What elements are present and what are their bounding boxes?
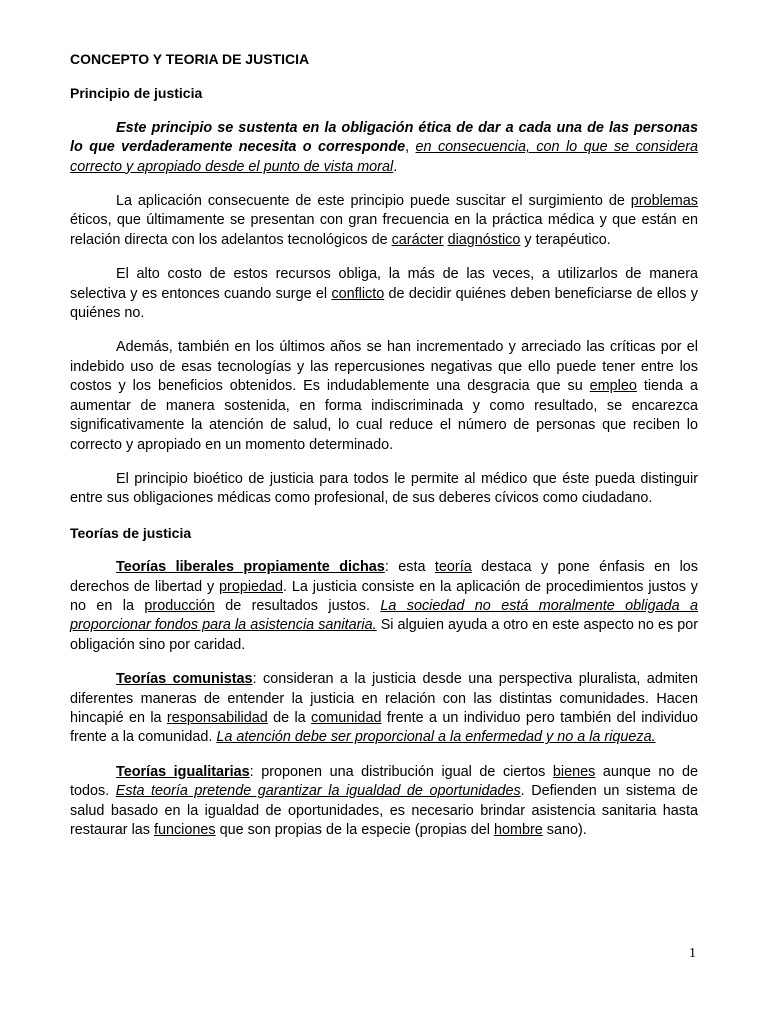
page-number: 1 bbox=[689, 946, 696, 961]
text: La aplicación consecuente de este principio puede suscitar el surgimiento de bbox=[116, 193, 631, 210]
text: Si alguien ayuda a otro en este aspecto no es por obligación sino por caridad. bbox=[70, 617, 698, 653]
document-title: CONCEPTO Y TEORIA DE JUSTICIA bbox=[70, 51, 310, 67]
paragraph-3 bbox=[70, 265, 698, 323]
text: que son propias de la especie (propias del bbox=[215, 822, 494, 838]
italic-underlined-text: La atención debe ser proporcional a la enfermedad y no a la riqueza. bbox=[216, 729, 656, 746]
paragraph-6 bbox=[70, 558, 698, 655]
text: . Defienden un sistema de salud basado en la igualdad de oportunidades, es necesario brindar asistencia sanitaria hasta restaurar las bbox=[70, 783, 698, 838]
italic-underlined-text: en consecuencia, con lo que se considera correcto y apropiado desde el punto de vista moral bbox=[70, 139, 698, 175]
link-bienes[interactable]: bienes bbox=[552, 763, 596, 780]
text: de decidir quiénes deben beneficiarse de ellos y quiénes no. bbox=[70, 285, 698, 322]
paragraph-4 bbox=[70, 338, 698, 454]
link-caracter[interactable]: carácter bbox=[391, 231, 444, 248]
link-comunidad[interactable]: comunidad bbox=[311, 709, 382, 726]
section-heading-teorias: Teorías de justicia bbox=[70, 524, 192, 541]
term-teorias-comunistas: Teorías comunistas bbox=[116, 671, 253, 688]
link-responsabilidad[interactable]: responsabilidad bbox=[166, 709, 268, 726]
term-teorias-liberales: Teorías liberales propiamente dichas bbox=[116, 559, 385, 576]
paragraph-8 bbox=[70, 763, 698, 841]
italic-underlined-text: La sociedad no está moralmente obligada a proporcionar fondos para la asistencia sanitaria. bbox=[70, 597, 698, 634]
text: , bbox=[405, 139, 416, 156]
text: . bbox=[393, 158, 398, 175]
link-diagnostico[interactable]: diagnóstico bbox=[447, 231, 521, 248]
link-conflicto[interactable]: conflicto bbox=[331, 285, 385, 302]
link-propiedad[interactable]: propiedad bbox=[219, 578, 284, 595]
text: de la bbox=[267, 709, 312, 726]
text: : proponen una distribución igual de ciertos bbox=[249, 763, 553, 780]
document-page bbox=[70, 50, 698, 855]
link-hombre[interactable]: hombre bbox=[494, 822, 543, 838]
text: frente a un individuo pero también del individuo frente a la comunidad. bbox=[70, 709, 699, 746]
text: y terapéutico. bbox=[520, 231, 611, 248]
text: : consideran a la justicia desde una perspectiva pluralista, admiten diferentes maneras de entender la justicia en relación con las distintas comunidades. Hacen hincapié en la bbox=[70, 671, 699, 726]
paragraph-1 bbox=[70, 119, 698, 177]
link-funciones[interactable]: funciones bbox=[153, 822, 216, 838]
section-heading-principio: Principio de justicia bbox=[70, 85, 203, 102]
text: destaca y pone énfasis en los derechos de libertad y bbox=[70, 559, 698, 595]
text: éticos, que últimamente se presentan con gran frecuencia en la práctica médica y que están en relación directa con los adelantos tecnológicos de bbox=[70, 212, 698, 248]
term-teorias-igualitarias: Teorías igualitarias bbox=[116, 763, 250, 780]
text: Además, también en los últimos años se han incrementado y arreciado las críticas por el indebido uso de esas tecnologías y las repercusiones negativas que ello puede tener entre los costos y los beneficios obtenidos. Es indudablemente una desgracia que su bbox=[70, 339, 698, 395]
text: . La justicia consiste en la aplicación de procedimientos justos y no en la bbox=[70, 578, 698, 614]
link-problemas[interactable]: problemas bbox=[630, 193, 698, 210]
link-empleo[interactable]: empleo bbox=[589, 378, 637, 395]
text: El alto costo de estos recursos obliga, la más de las veces, a utilizarlos de manera selectiva y es entonces cuando surge el bbox=[70, 266, 698, 302]
text: aunque no de todos. bbox=[70, 763, 698, 800]
paragraph-7 bbox=[70, 670, 698, 748]
text: sano). bbox=[542, 822, 587, 838]
paragraph-5: El principio bioético de justicia para todos le permite al médico que éste pueda distinguir entre sus obligaciones médicas como profesional, de sus deberes cívicos como ciudadano. bbox=[70, 470, 698, 507]
link-teoria[interactable]: teoría bbox=[434, 559, 472, 576]
italic-underlined-text: Esta teoría pretende garantizar la igualdad de oportunidades bbox=[115, 783, 521, 800]
text: tienda a aumentar de manera sostenida, en forma indiscriminada y como resultado, se encarezca significativamente la atención de salud, lo cual reduce el número de personas que reciben lo correcto y apropiado en un momento determinado. bbox=[70, 378, 698, 453]
text: : esta bbox=[384, 559, 435, 576]
link-produccion[interactable]: producción bbox=[144, 597, 215, 614]
paragraph-2 bbox=[70, 192, 698, 250]
text: de resultados justos. bbox=[214, 597, 381, 614]
bold-italic-text: Este principio se sustenta en la obligación ética de dar a cada una de las personas lo que verdaderamente necesita o corresponde bbox=[70, 119, 698, 156]
